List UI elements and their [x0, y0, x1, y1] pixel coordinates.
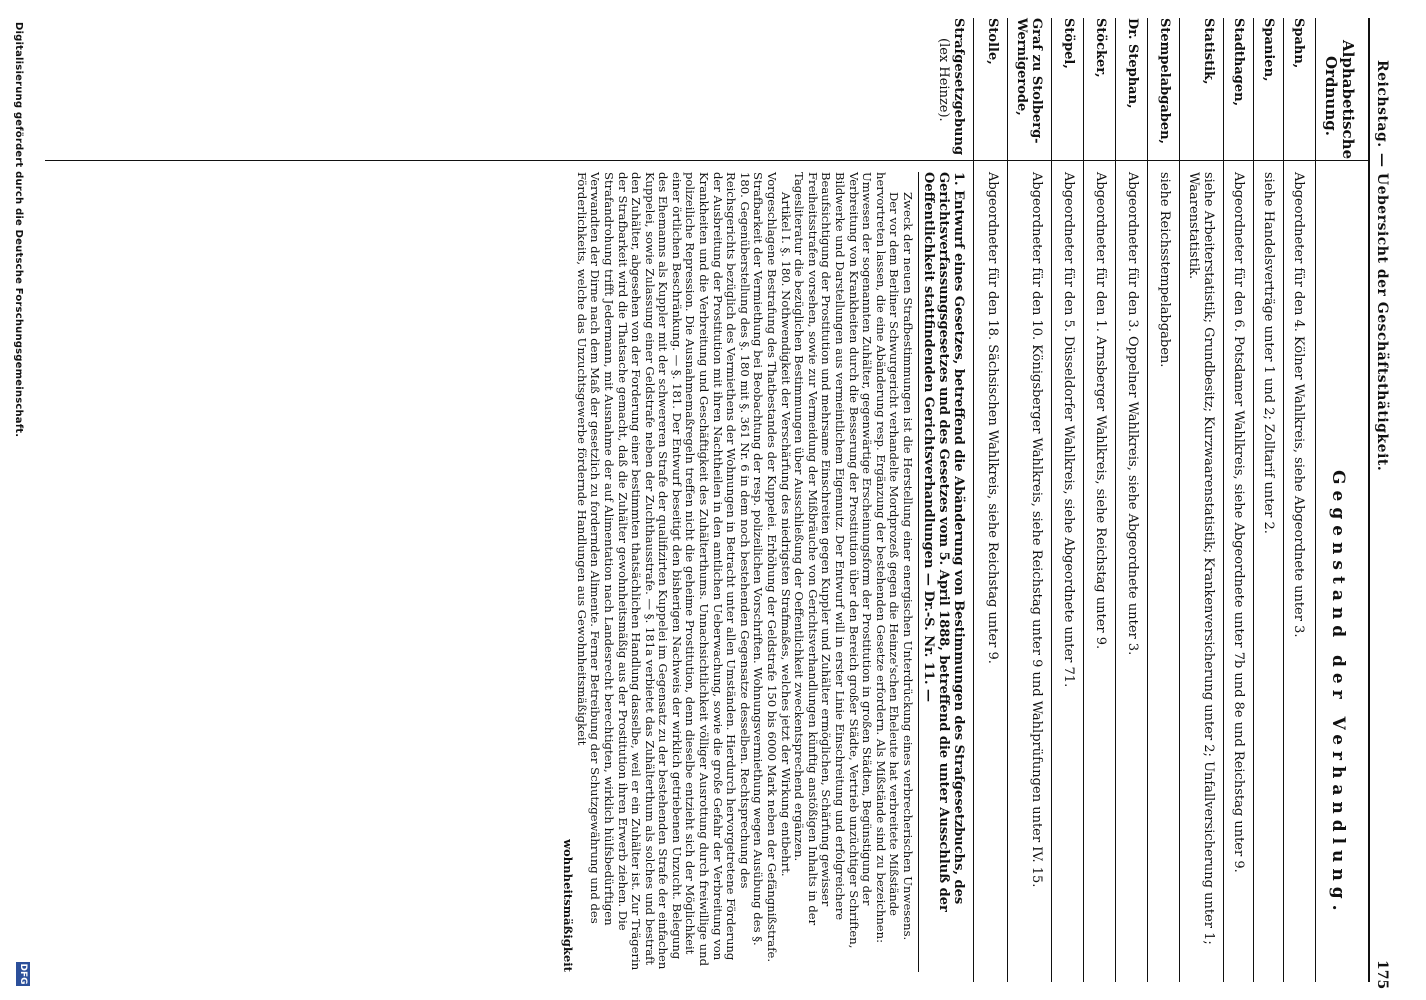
entry-rule	[1283, 18, 1284, 982]
entry-term-3: Stadthagen,	[1231, 18, 1246, 107]
lead-rule	[918, 172, 919, 972]
entry-text-8: Abgeordneter für den 5. Düsseldorfer Wahlkreis, siehe Abgeordnete unter 71.	[1061, 172, 1076, 688]
column-head-subject: Gegenstand der Verhandlung.	[1328, 470, 1348, 917]
strafgesetz-body	[561, 172, 966, 972]
entry-term-9: Graf zu Stolberg-Wernigerode,	[1014, 18, 1044, 144]
entry-term-10: Stolle,	[985, 18, 1000, 65]
strafgesetz-paragraph-3: Artikel I. §. 180. Nothwendigkeit der Verschärfung des niedrigsten Strafmaßes, welches jetzt der Wirkung entbehrt. Vorgeschlagene Bestrafung des Thatbestandes der Kuppelei. Erhöhung der Geldstrafe 150 bis 6000 Mark neben der Gefängnißstrafe. Strafbarkeit der Vermiethung bei Beobachtung der resp. polizeilichen Vorschriften. Wohnungsvermiethung wegen Ausübung des §. 180. Gegenüberstellung des §. 180 mit §. 361 Nr. 6 in dem noch bestehenden Gegensatze desselben. Rechtsprechung des Reichsgerichts bezüglich des Vermiethens der Wohnungen in Betracht unter allen Umständen. Hierdurch hervorgetretene Förderung der Ausbreitung der Prostitution mit ihren Nachtheilen in den amtlichen Ueberwachung, sowie die große Gefahr der Verbreitung von Krankheiten und die Verbreitung und Geschäftigkeit des Zuhälterthums. Unnachsichtlichkeit völliger Ausrottung durch freiwillige und polizeiliche Repression. Die Ausnahmemaßregeln treffen nicht die geheime Prostitution, denn dieselbe entzieht sich der Möglichkeit einer örtlichen Beschränkung. — §. 181. Der Entwurf beseitigt den bisherigen Nachweis der wirklich getriebenen Unzucht. Belegung des Ehemanns als Kuppler mit der schwereren Strafe der qualifizirten Kuppelei im Gegensatz zu der bestehenden Strafe der einfachen Kuppelei, sowie Zulassung einer Geldstrafe neben der Zuchthausstrafe. — §. 181a verbietet das Zuhälterthum als solches und bestraft den Zuhälter, abgesehen von der Forderung einer bestimmten thatsächlichen Handlung dasselbe, weil er ein Zuhälter ist. Zur Trägerin der Strafbarkeit wird die Thatsache gemacht, daß die Zuhälter gewohnheitsmäßig aus der Prostitution ihren Erwerb ziehen. Die Strafandrohung trifft Jedermann, mit Ausnahme der auf Alimentation nach Landesrecht berechtigten, wirklich hülfsbedürftigen Verwandten der Dirne nach dem Maß der gesetzlich zu fordernden Alimente. Ferner Betreibung der Schutzgewährung und des Förderlichkeits, welche das Unzuchtsgewerbe fördernde Handlungen aus Gewohnheitsmäßigkeit	[574, 172, 793, 971]
entry-term-2: Spanien,	[1261, 18, 1276, 82]
page-number: 175	[1374, 960, 1390, 990]
column-head-rule	[1315, 18, 1316, 982]
entry-term-5: Stempelabgaben,	[1157, 18, 1172, 145]
entry-term-4: Statistik,	[1201, 18, 1216, 85]
strafgesetz-closing: wohnheitsmäßigkeit	[561, 839, 576, 972]
entry-rule	[1115, 18, 1116, 982]
entry-text-2: siehe Handelsverträge unter 1 und 2; Zolltarif unter 2.	[1261, 172, 1276, 534]
entry-term-strafgesetzgebung	[936, 18, 966, 170]
digitization-footer: Digitalisierung gefördert durch die Deutsche Forschungsgemeinschaft.	[13, 22, 24, 438]
column-head-order: Alphabetische Ordnung.	[1322, 40, 1357, 160]
entry-term-1: Spahn,	[1291, 18, 1306, 69]
entry-term-7: Stöcker,	[1093, 18, 1108, 78]
entry-text-10: Abgeordneter für den 18. Sächsischen Wahlkreis, siehe Reichstag unter 9.	[985, 172, 1000, 664]
entry-text-7: Abgeordneter für den 1. Arnsberger Wahlkreis, siehe Reichstag unter 9.	[1093, 172, 1108, 650]
entry-text-6: Abgeordneter für den 3. Oppelner Wahlkreis, siehe Abgeordnete unter 3.	[1125, 172, 1140, 656]
entry-rule	[1147, 18, 1148, 982]
entry-term-6: Dr. Stephan,	[1125, 18, 1140, 109]
entry-rule	[1223, 18, 1224, 982]
entry-text-3: Abgeordneter für den 6. Potsdamer Wahlkreis, siehe Abgeordnete unter 7b und 8e und Reichstag unter 9.	[1231, 172, 1246, 873]
entry-rule	[973, 18, 974, 982]
entry-text-5: siehe Reichsstempelabgaben.	[1157, 172, 1172, 368]
strafgesetz-paragraph-1: Zweck der neuen Strafbestimmungen ist die Herstellung einer energischen Unterdrückung eines verbrecherischen Unwesens.	[901, 192, 915, 941]
entry-rule	[1083, 18, 1084, 982]
entry-rule	[1179, 18, 1180, 982]
entry-text-1: Abgeordneter für den 4. Kölner Wahlkreis, siehe Abgeordnete unter 3.	[1291, 172, 1306, 638]
strafgesetz-term: Strafgesetzgebung	[951, 18, 966, 156]
entry-text-4: siehe Arbeiterstatistik; Grundbesitz; Kurzwaarenstatistik; Krankenversicherung unter 2; Unfallversicherung unter 1; Waarenstatistik.	[1186, 172, 1216, 945]
entry-rule	[1007, 18, 1008, 982]
entry-rule	[1051, 18, 1052, 982]
entry-term-8: Stöpel,	[1061, 18, 1076, 69]
entry-rule	[1253, 18, 1254, 982]
strafgesetz-lead: 1. Entwurf eines Gesetzes, betreffend die Abänderung von Bestimmungen des Strafgesetzbuchs, des Gerichtsverfassungsgesetzes und des Gesetzes vom 5. April 1888, betreffend die unter Ausschluß der Oeffentlichkeit stattfindenden Gerichtsverhandlungen — Dr.-S. Nr. 11. —	[921, 172, 966, 912]
strafgesetz-paragraph-2: Der vor dem Berliner Schwurgericht verhandelte Mordprozeß gegen die Heinze'schen Eheleute hat verbreitete Mißstände hervortreten lassen, die eine Abänderung resp. Ergänzung der bestehenden Gesetze erfordern. Als Mißstände sind zu bezeichnen: Umwesen der sogenannten Zuhälter, gegenwärtige Erscheinungsform der Prostitution in großen Städten, Begünstigung der Verbreitung von Krankheiten durch die Besserung der Prostitution über den Bereich großer Städte, Vertrieb unzüchtiger Schriften, Bildwerke und Darstellungen aus vermeintlichem Eigennutz. Der Entwurf will in erster Linie Einschreitung und erfolgreichere Beaufsichtigung der Prostitution und mehrsame Einschreiten gegen Kuppler und Zuhälter ermöglichen, Schärfung gewisser Freiheitsstrafen vorsehen, sowie zur Vermeidung der Mißbräuche von Gerichtsverhandlungen künftig anstößigen Inhalts in der Tagesliteratur die bezüglichen Bestimmungen über Ausschließung der Oeffentlichkeit zweckentsprechend ergänzen.	[792, 172, 902, 949]
entry-text-9: Abgeordneter für den 10. Königsberger Wahlkreis, siehe Reichstag unter 9 und Wahlprüfungen unter IV. 15.	[1029, 172, 1044, 888]
strafgesetz-term-sub: (lex Heinze).	[936, 38, 951, 122]
header-rule	[1368, 18, 1370, 982]
running-header: Reichstag. — Uebersicht der Geschäftsthätigkeit.	[1374, 60, 1390, 472]
dfg-logo: DFG	[18, 963, 28, 985]
